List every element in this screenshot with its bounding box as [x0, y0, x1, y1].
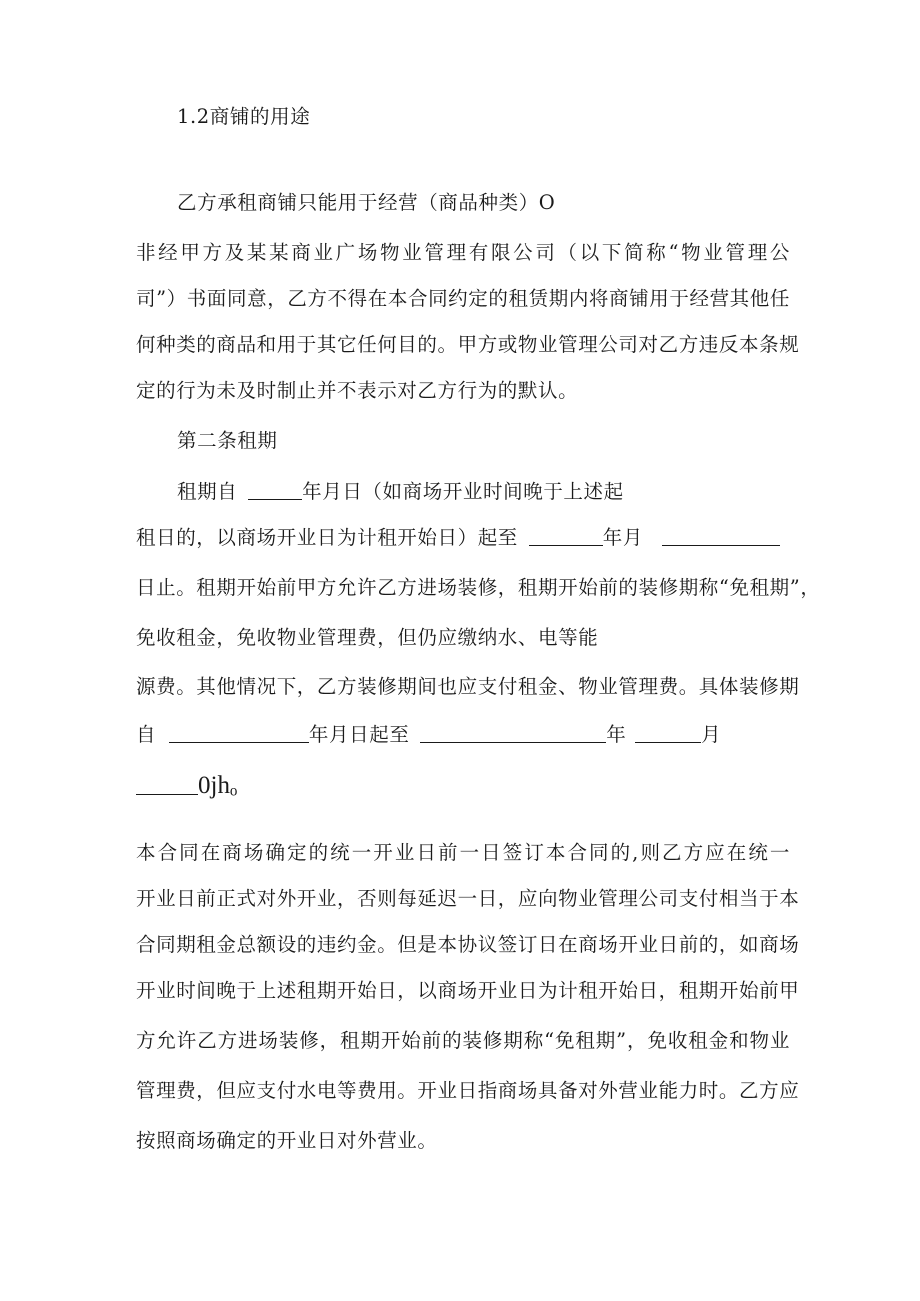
consent-paragraph-line-3: 何种类的商品和用于其它任何目的。甲方或物业管理公司对乙方违反本条规 — [136, 333, 800, 356]
term-from-label: 租期自 — [177, 480, 238, 503]
start-year-blank — [248, 479, 302, 500]
opening-paragraph-line-2: 开业日前正式对外开业，否则每延迟一日，应向物业管理公司支付相当于本 — [136, 887, 800, 910]
term-line-7-text: 0jhₒ — [198, 772, 238, 799]
opening-paragraph-line-5: 方允许乙方进场装修，租期开始前的装修期称“免租期”，免收租金和物业 — [136, 1029, 790, 1052]
term-line-2-text: 租日的，以商场开业日为计租开始日）起至 — [136, 526, 518, 549]
opening-paragraph-line-1: 本合同在商场确定的统一开业日前一日签订本合同的,则乙方应在统一 — [136, 841, 790, 864]
term-line-1-rest: 年月日（如商场开业时间晚于上述起 — [302, 480, 624, 503]
opening-paragraph-line-3: 合同期租金总额设的违约金。但是本协议签订日在商场开业日前的，如商场 — [136, 933, 800, 956]
renovation-month-blank — [635, 722, 701, 743]
term-line-7 — [136, 772, 237, 799]
usage-paragraph: 乙方承租商铺只能用于经营（商品种类）O — [177, 191, 556, 214]
consent-paragraph-line-1: 非经甲方及某某商业广场物业管理有限公司（以下简称“物业管理公 — [136, 241, 790, 264]
term-line-4: 免收租金，免收物业管理费，但仍应缴纳水、电等能 — [136, 626, 599, 649]
renovation-year-label: 年 — [606, 723, 627, 746]
renovation-from-label: 自 — [136, 723, 157, 746]
renovation-end-blank — [420, 722, 606, 743]
term-line-3: 日止。租期开始前甲方允许乙方进场装修，租期开始前的装修期称“免租期”， — [136, 576, 821, 599]
end-year-blank — [529, 525, 603, 546]
term-line-6 — [136, 722, 721, 748]
renovation-month-label: 月 — [701, 723, 722, 746]
end-year-month-label: 年月 — [602, 526, 643, 549]
renovation-start-blank — [169, 722, 309, 743]
consent-paragraph-line-4: 定的行为未及时制止并不表示对乙方行为的默认。 — [136, 379, 579, 402]
end-day-blank — [662, 525, 780, 546]
term-line-2 — [136, 525, 780, 551]
opening-paragraph-line-6: 管理费，但应支付水电等费用。开业日指商场具备对外营业能力时。乙方应 — [136, 1079, 800, 1102]
renovation-mid-label: 年月日起至 — [308, 723, 410, 746]
term-line-5: 源费。其他情况下，乙方装修期间也应支付租金、物业管理费。具体装修期 — [136, 675, 800, 698]
term-line-1 — [177, 479, 624, 505]
renovation-day-blank — [136, 772, 198, 795]
opening-paragraph-line-7: 按照商场确定的开业日对外营业。 — [136, 1129, 438, 1152]
article-2-heading: 第二条租期 — [177, 429, 278, 452]
consent-paragraph-line-2: 司”）书面同意，乙方不得在本合同约定的租赁期内将商铺用于经营其他任 — [136, 287, 790, 310]
section-heading-1-2: 1.2商铺的用途 — [177, 105, 311, 128]
opening-paragraph-line-4: 开业时间晚于上述租期开始日，以商场开业日为计租开始日，租期开始前甲 — [136, 979, 800, 1002]
